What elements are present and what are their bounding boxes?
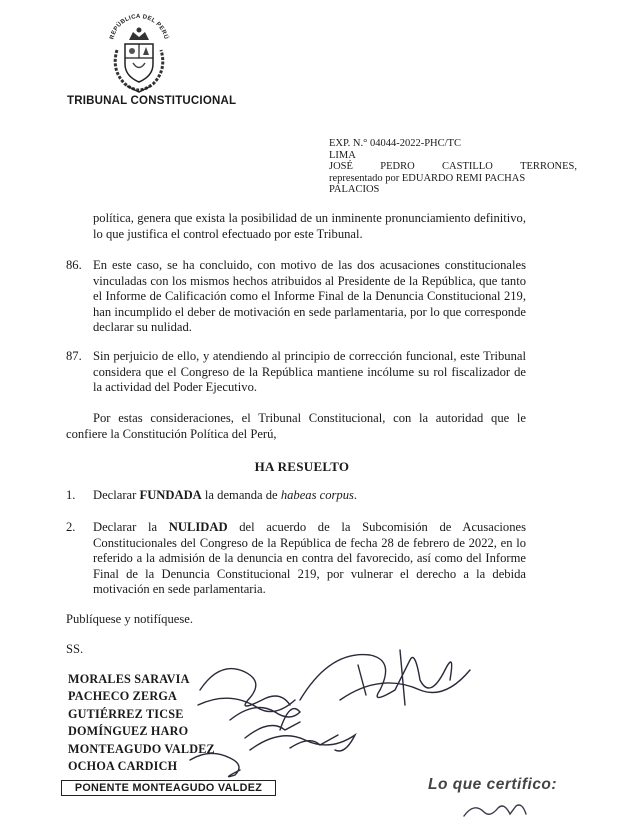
judge-name: MORALES SARAVIA bbox=[68, 672, 190, 686]
case-header bbox=[329, 138, 577, 196]
item-2-bold: NULIDAD bbox=[168, 520, 228, 534]
item-1-bold: FUNDADA bbox=[139, 488, 202, 502]
item-2: Declarar la NULIDAD del acuerdo de la Subcomisión de Acusaciones Constitucionales del Congreso de la República de fecha 28 de febrero de 2022, en lo referido a la admisión de la denuncia en contra del favorecido, así como del Informe Final de la Denuncia Constitucional 219, por vulnerar el derecho a la debida motivación en sede parlamentaria. bbox=[93, 520, 527, 597]
case-city: LIMA bbox=[329, 149, 356, 161]
paragraph-87-number: 87. bbox=[66, 349, 82, 363]
paragraph-86-number: 86. bbox=[66, 258, 82, 272]
item-2-number: 2. bbox=[66, 520, 76, 534]
seal-text: REPÚBLICA DEL PERÚ bbox=[109, 13, 169, 41]
certifier-signature bbox=[460, 800, 550, 819]
considerations-line1: Por estas consideraciones, el Tribunal Constitucional, con la autoridad que le bbox=[93, 411, 526, 425]
paragraph-continuation: política, genera que exista la posibilidad de un inminente pronunciamiento definitivo, lo que justifica el control efectuado por este Tribunal. bbox=[93, 211, 526, 241]
ss-label: SS. bbox=[66, 642, 84, 656]
institution-name: TRIBUNAL CONSTITUCIONAL bbox=[67, 95, 237, 107]
case-party-line1: JOSÉ PEDRO CASTILLO TERRONES, bbox=[329, 161, 577, 172]
certification-label: Lo que certifico: bbox=[428, 776, 558, 793]
judge-name: PACHECO ZERGA bbox=[68, 689, 178, 704]
judges-list bbox=[68, 671, 215, 775]
judge-name: OCHOA CARDICH bbox=[68, 759, 178, 774]
paragraph-86: En este caso, se ha concluido, con motivo de las dos acusaciones constitucionales vinculadas con los mismos hechos atribuidos al Presidente de la República, que tanto el Informe de Calificación como el Informe Final de la Denuncia Constitucional 219, han incumplido el deber de motivación en sede parlamentaria, por lo que corresponde declarar su nulidad. bbox=[93, 258, 526, 335]
item-1-number: 1. bbox=[66, 488, 76, 502]
judge-name: MONTEAGUDO VALDEZ bbox=[68, 741, 215, 756]
coat-of-arms-seal bbox=[103, 10, 175, 94]
ponente-box: PONENTE MONTEAGUDO VALDEZ bbox=[61, 780, 276, 796]
judge-name: GUTIÉRREZ TICSE bbox=[68, 706, 184, 721]
case-number: EXP. N.° 04044-2022-PHC/TC bbox=[329, 138, 461, 149]
considerations-line2: confiere la Constitución Política del Perú, bbox=[66, 426, 277, 441]
item-1: Declarar FUNDADA la demanda de habeas corpus. bbox=[93, 488, 358, 502]
publish-notice: Publíquese y notifíquese. bbox=[66, 612, 193, 626]
item-1-italic: habeas corpus bbox=[280, 488, 354, 502]
resolution-heading: HA RESUELTO bbox=[254, 459, 350, 474]
case-party-line3: PALACIOS bbox=[329, 184, 380, 195]
paragraph-87: Sin perjuicio de ello, y atendiendo al principio de corrección funcional, este Tribunal considera que el Congreso de la República mantiene incólume su rol fiscalizador de la actividad del Poder Ejecutivo. bbox=[93, 349, 526, 395]
judge-name: DOMÍNGUEZ HARO bbox=[68, 724, 189, 739]
case-party-line2: representado por EDUARDO REMI PACHAS bbox=[329, 172, 526, 184]
